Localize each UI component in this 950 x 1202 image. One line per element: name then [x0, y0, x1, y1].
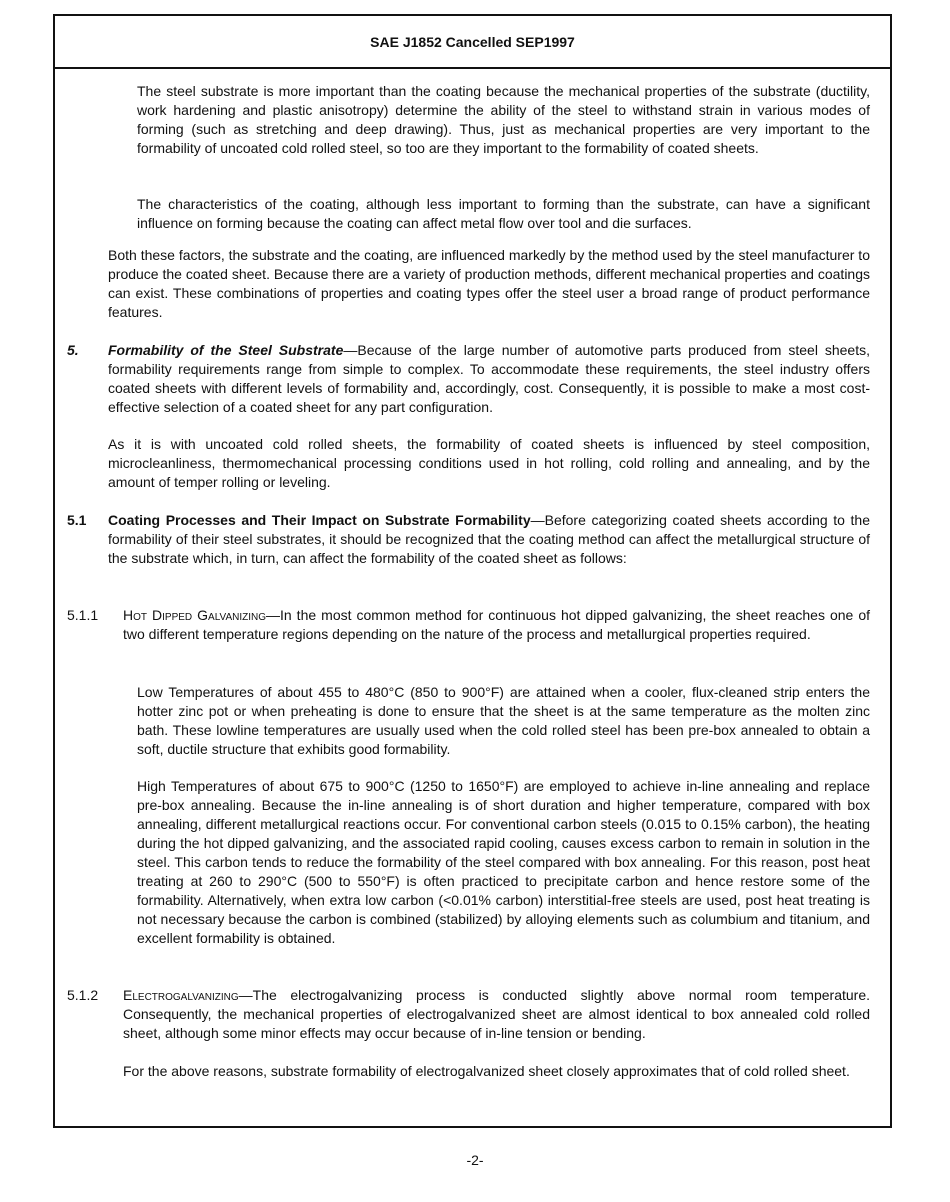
- section-5-paragraph-1: [108, 341, 870, 417]
- page-header: [55, 16, 890, 69]
- section-5-1-number: 5.1: [67, 512, 87, 528]
- section-5-1-2-title: Electrogalvanizing: [123, 987, 239, 1003]
- section-5-1-1-low-temperatures: Low Temperatures of about 455 to 480°C (850 to 900°F) are attained when a cooler, flux-cleaned strip enters the hotter zinc pot or when preheating is done to ensure that the sheet is at the same temperature as the molten zinc bath. These lowline temperatures are usually used when the cold rolled steel has been pre-box annealed to obtain a soft, ductile structure that exhibits good formability.: [137, 684, 870, 757]
- section-5-1-2-paragraph: [123, 986, 870, 1043]
- section-5-1-1-paragraph: [123, 606, 870, 644]
- section-5-1-2-number: 5.1.2: [67, 987, 99, 1003]
- section-5-1-1-title: Hot Dipped Galvanizing: [123, 607, 266, 623]
- header-title: SAE J1852 Cancelled SEP1997: [370, 33, 575, 50]
- intro-paragraph-2: The characteristics of the coating, although less important to forming than the substrate, can have a significant influence on forming because the coating can affect metal flow over tool and die surfaces.: [137, 196, 870, 231]
- intro-paragraph-1: The steel substrate is more important than the coating because the mechanical properties of the substrate (ductility, work hardening and plastic anisotropy) determine the ability of the steel to withstand strain in various modes of forming (such as stretching and deep drawing). Thus, just as mechanical properties are very important to the formability of uncoated cold rolled steel, so too are they important to the formability of coated sheets.: [137, 83, 870, 156]
- section-5-1-lead: —Before categorizing coated sheets according to the formability of their steel substrates, it should be recognized that the coating method can affect the metallurgical structure of the substrate which, in turn, can affect the formability of the coated sheet as follows:: [108, 512, 870, 566]
- page-frame: [53, 14, 892, 1128]
- section-5-1-paragraph: [108, 511, 870, 568]
- section-5-1-1-lead: —In the most common method for continuous hot dipped galvanizing, the sheet reaches one of two different temperature regions depending on the nature of the process and metallurgical properties required.: [123, 607, 870, 642]
- section-5-paragraph-2: As it is with uncoated cold rolled sheets, the formability of coated sheets is influenced by steel composition, microcleanliness, thermomechanical processing conditions used in hot rolling, cold rolling and annealing, and by the amount of temper rolling or leveling.: [108, 436, 870, 490]
- intro-paragraph-3: Both these factors, the substrate and the coating, are influenced markedly by the method used by the steel manufacturer to produce the coated sheet. Because there are a variety of production methods, different mechanical properties and coatings can exist. These combinations of properties and coating types offer the steel user a broad range of product performance features.: [108, 247, 870, 320]
- section-5-1-1-number: 5.1.1: [67, 607, 99, 623]
- section-5-1-2-paragraph-2: For the above reasons, substrate formability of electrogalvanized sheet closely approximates that of cold rolled sheet.: [123, 1063, 850, 1079]
- section-5-1-title: Coating Processes and Their Impact on Substrate Formability: [108, 512, 531, 528]
- section-5-1-2-lead: —The electrogalvanizing process is conducted slightly above normal room temperature. Consequently, the mechanical properties of electrogalvanized sheet are almost identical to box annealed cold rolled sheet, although some minor effects may occur because of in-line tension or bending.: [123, 987, 870, 1041]
- page-number: -2-: [466, 1152, 484, 1168]
- section-5-1-1-high-temperatures: High Temperatures of about 675 to 900°C (1250 to 1650°F) are employed to achieve in-line annealing and replace pre-box annealing. Because the in-line annealing is of short duration and higher temperature, compared with box annealing, different metallurgical reactions occur. For conventional carbon steels (0.015 to 0.15% carbon), the heating during the hot dipped galvanizing, and the associated rapid cooling, causes excess carbon to remain in solution in the steel. This carbon tends to reduce the formability of the steel compared with box annealing. For this reason, post heat treating at 260 to 290°C (500 to 550°F) is often practiced to precipitate carbon and hence restore some of the formability. Alternatively, when extra low carbon (<0.01% carbon) interstitial-free steels are used, post heat treating is not necessary because the carbon is combined (stabilized) by alloying elements such as columbium and titanium, and excellent formability is obtained.: [137, 778, 870, 946]
- section-5-title: Formability of the Steel Substrate: [108, 342, 344, 358]
- section-5-lead: —Because of the large number of automotive parts produced from steel sheets, formability requirements range from simple to complex. To accommodate these requirements, the steel industry offers coated sheets with different levels of formability and, accordingly, cost. Consequently, it is possible to make a most cost-effective selection of a coated sheet for any part configuration.: [108, 342, 870, 415]
- section-5-number: 5.: [67, 342, 79, 358]
